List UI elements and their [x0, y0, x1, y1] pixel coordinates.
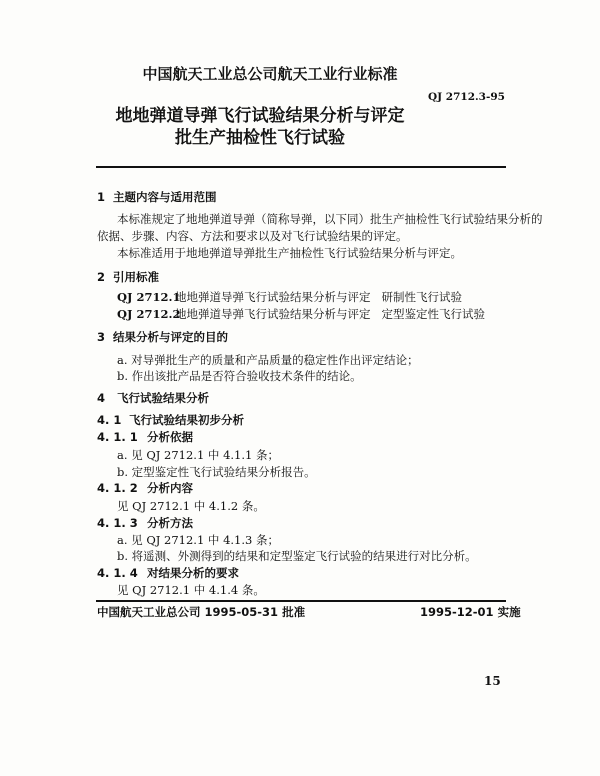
list-item: a. 见 QJ 2712.1 中 4.1.3 条； [117, 533, 279, 547]
reference-title: 地地弹道导弹飞行试验结果分析与评定 [175, 290, 371, 304]
effective-date: 1995-12-01 实施 [420, 605, 521, 619]
section-title: 分析依据 [147, 430, 193, 444]
section-title: 主题内容与适用范围 [113, 190, 217, 204]
section-title: 对结果分析的要求 [147, 566, 239, 580]
section-4-1-4-heading [97, 566, 239, 580]
page-number: 15 [484, 674, 501, 688]
list-item: b. 作出该批产品是否符合验收技术条件的结论。 [117, 369, 362, 383]
list-item: b. 将遥测、外测得到的结果和定型鉴定飞行试验的结果进行对比分析。 [117, 549, 477, 563]
section-title: 结果分析与评定的目的 [113, 330, 229, 344]
section-4-1-3-heading [97, 516, 193, 530]
paragraph-line: 见 QJ 2712.1 中 4.1.2 条。 [117, 499, 265, 513]
list-item: b. 定型鉴定性飞行试验结果分析报告。 [117, 465, 316, 479]
section-title: 飞行试验结果初步分析 [129, 413, 244, 427]
section-number: 4. 1. 2 [97, 481, 138, 495]
list-item: a. 见 QJ 2712.1 中 4.1.1 条； [117, 448, 279, 462]
section-number: 3 [97, 330, 106, 344]
paragraph-line: 依据、步骤、内容、方法和要求以及对飞行试验结果的评定。 [97, 229, 408, 243]
section-number: 4. 1 [97, 413, 122, 427]
section-3-heading [97, 330, 228, 344]
section-1-heading [97, 190, 217, 204]
section-number: 4. 1. 1 [97, 430, 138, 444]
section-title: 分析内容 [147, 481, 193, 495]
section-2-heading [97, 270, 159, 284]
reference-item [117, 290, 462, 304]
section-number: 4. 1. 3 [97, 516, 138, 530]
section-number: 1 [97, 190, 106, 204]
list-item: a. 对导弹批生产的质量和产品质量的稳定性作出评定结论； [117, 353, 419, 367]
section-4-1-2-heading [97, 481, 193, 495]
reference-title: 地地弹道导弹飞行试验结果分析与评定 [175, 307, 371, 321]
section-title: 飞行试验结果分析 [117, 391, 210, 405]
title-line-2: 批生产抽检性飞行试验 [175, 128, 345, 148]
approval-text: 中国航天工业总公司 1995-05-31 批准 [97, 605, 306, 619]
reference-subtitle: 研制性飞行试验 [381, 290, 462, 304]
reference-code: QJ 2712.2 [117, 307, 181, 321]
paragraph-line: 见 QJ 2712.1 中 4.1.4 条。 [117, 583, 265, 597]
paragraph-line: 本标准适用于地地弹道导弹批生产抽检性飞行试验结果分析与评定。 [117, 246, 462, 260]
reference-subtitle: 定型鉴定性飞行试验 [381, 307, 485, 321]
footer-rule [96, 600, 506, 602]
header-rule [96, 166, 506, 168]
paragraph-line: 本标准规定了地地弹道导弹（简称导弹，以下同）批生产抽检性飞行试验结果分析的 [117, 212, 543, 226]
section-number: 4 [97, 391, 106, 405]
reference-item [117, 307, 485, 321]
section-title: 引用标准 [113, 270, 160, 284]
section-number: 4. 1. 4 [97, 566, 138, 580]
section-4-1-heading [97, 413, 244, 427]
title-line-1: 地地弹道导弹飞行试验结果分析与评定 [115, 106, 405, 126]
reference-code: QJ 2712.1 [117, 290, 181, 304]
organization-standard: 中国航天工业总公司航天工业行业标准 [142, 65, 398, 83]
section-number: 2 [97, 270, 106, 284]
section-4-heading [97, 391, 209, 405]
section-title: 分析方法 [147, 516, 193, 530]
standard-code: QJ 2712.3-95 [428, 91, 505, 103]
section-4-1-1-heading [97, 430, 193, 444]
